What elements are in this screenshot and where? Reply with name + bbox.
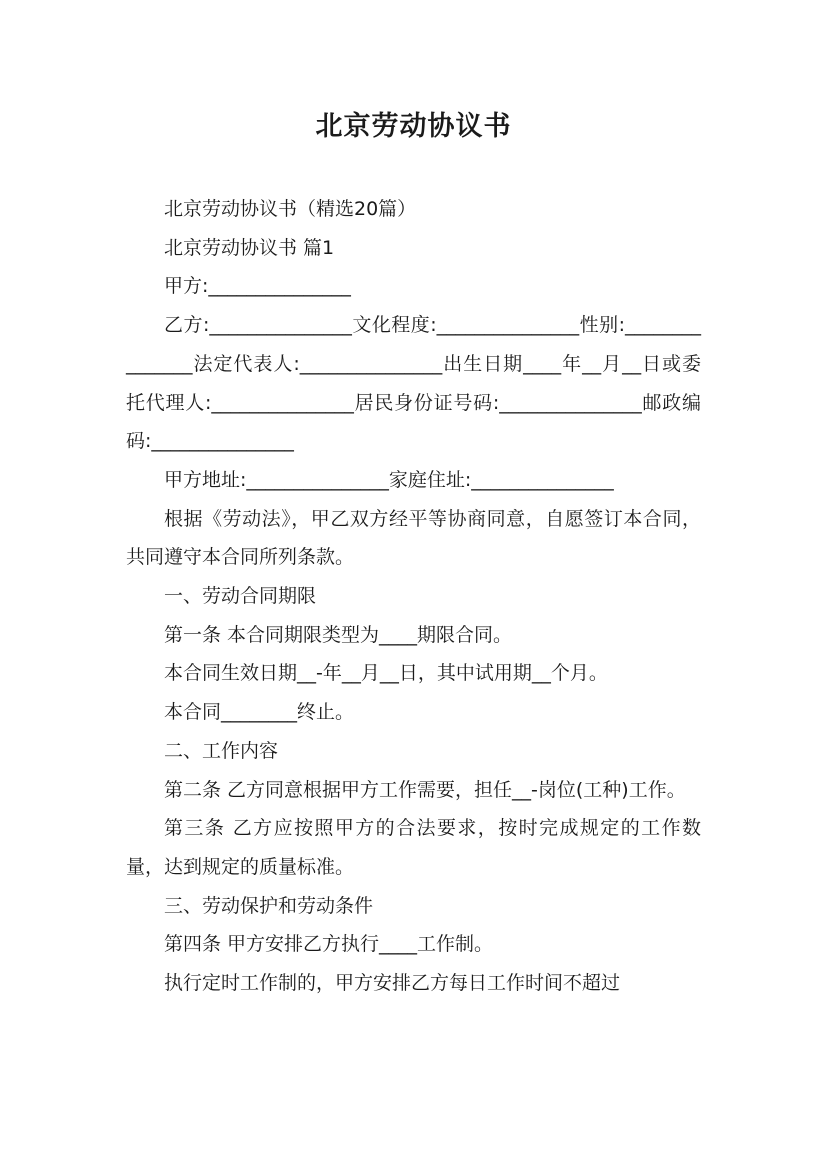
paragraph-party-a: 甲方:_______________: [164, 275, 351, 298]
document-body: [126, 190, 701, 1003]
paragraph-effective-date: 本合同生效日期__-年__月__日，其中试用期__个月。: [164, 662, 608, 685]
paragraph-heading-1: 一、劳动合同期限: [164, 585, 317, 608]
paragraph-article-2: 第二条 乙方同意根据甲方工作需要，担任__-岗位(工种)工作。: [164, 778, 686, 801]
paragraph-heading-2: 二、工作内容: [164, 739, 279, 762]
paragraph-party-b-info: 乙方:_______________文化程度:_______________性别:_______________法定代表人:_______________出生日期____年__月__日或委托代理人:_______________居民身份证号码:_______________邮政编码:_______________: [126, 314, 701, 453]
paragraph-subtitle: 北京劳动协议书（精选20篇）: [164, 198, 417, 220]
paragraph-section-heading: 北京劳动协议书 篇1: [164, 236, 335, 259]
paragraph-work-hours: 执行定时工作制的，甲方安排乙方每日工作时间不超过: [164, 972, 621, 995]
paragraph-article-4: 第四条 甲方安排乙方执行____工作制。: [164, 933, 494, 956]
paragraph-article-3: 第三条 乙方应按照甲方的合法要求，按时完成规定的工作数量，达到规定的质量标准。: [126, 817, 701, 878]
paragraph-heading-3: 三、劳动保护和劳动条件: [164, 894, 374, 917]
paragraph-article-1: 第一条 本合同期限类型为____期限合同。: [164, 623, 513, 646]
paragraph-preamble: 根据《劳动法》，甲乙双方经平等协商同意，自愿签订本合同，共同遵守本合同所列条款。: [126, 507, 701, 569]
document-title: 北京劳动协议书: [315, 111, 512, 142]
paragraph-termination: 本合同________终止。: [164, 701, 355, 724]
paragraph-addresses: 甲方地址:_______________家庭住址:_______________: [164, 468, 614, 491]
